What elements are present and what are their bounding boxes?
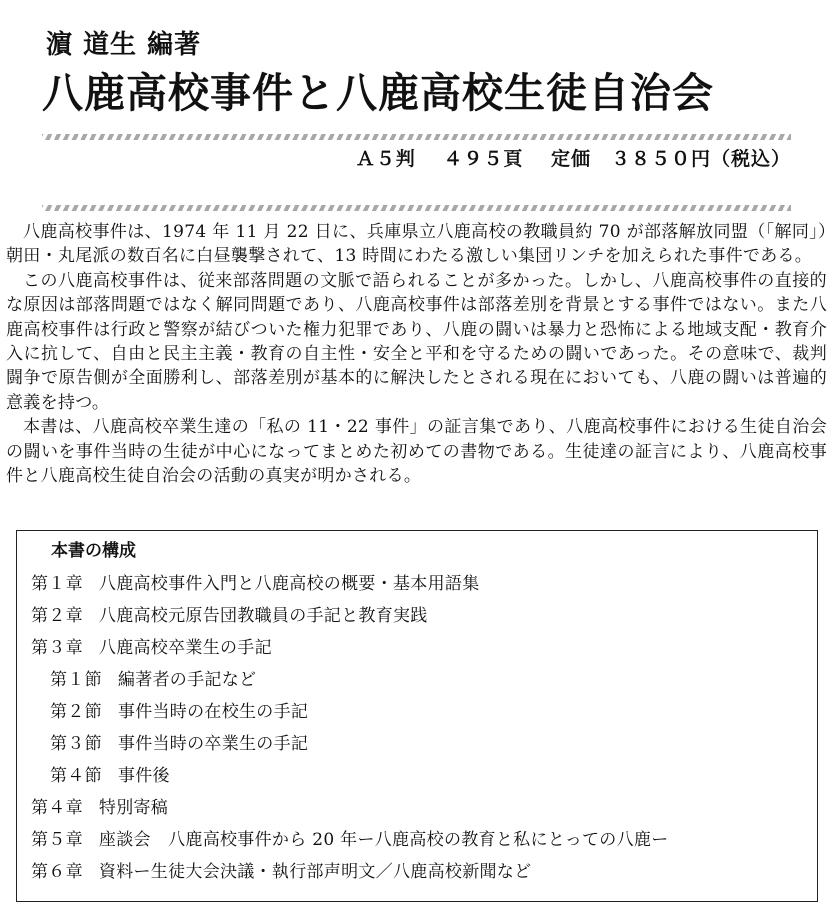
format-label: Ａ５判 xyxy=(355,148,416,170)
toc-number: 第２節 xyxy=(50,702,102,722)
toc-number: 第１節 xyxy=(50,670,102,690)
toc-chapter xyxy=(17,792,817,824)
toc-list xyxy=(17,568,817,888)
toc-section xyxy=(17,696,817,728)
dashed-divider-top xyxy=(42,134,791,140)
toc-number: 第６章 xyxy=(31,862,83,882)
toc-title: 八鹿高校元原告団教職員の手記と教育実践 xyxy=(98,606,428,626)
book-title: 八鹿高校事件と八鹿高校生徒自治会 xyxy=(42,69,714,117)
toc-heading: 本書の構成 xyxy=(51,541,136,561)
toc-title: 八鹿高校卒業生の手記 xyxy=(98,638,272,658)
description-paragraph: 八鹿高校事件は、1974 年 11 月 22 日に、兵庫県立八鹿高校の教職員約 70 が部落解放同盟（「解同」）朝田・丸尾派の数百名に白昼襲撃されて、13 時間にわたる激しい集団リンチを加えられた事件である。 xyxy=(6,222,827,267)
toc-number: 第１章 xyxy=(31,574,83,594)
book-description xyxy=(6,220,827,488)
toc-chapter xyxy=(17,568,817,600)
toc-chapter xyxy=(17,824,817,856)
toc-title: 特別寄稿 xyxy=(98,798,169,818)
toc-title: 事件後 xyxy=(117,766,170,786)
toc-title: 資料ー生徒大会決議・執行部声明文／八鹿高校新聞など xyxy=(98,862,532,882)
toc-section xyxy=(17,664,817,696)
toc-number: 第３節 xyxy=(50,734,102,754)
book-specs xyxy=(336,146,791,172)
author-line: 濵 道生 編著 xyxy=(46,30,202,60)
toc-title: 座談会 八鹿高校事件から 20 年ー八鹿高校の教育と私にとっての八鹿ー xyxy=(98,830,669,850)
dashed-divider-bottom xyxy=(42,205,791,211)
toc-number: 第３章 xyxy=(31,638,83,658)
description-paragraph: この八鹿高校事件は、従来部落問題の文脈で語られることが多かった。しかし、八鹿高校事件の直接的な原因は部落問題ではなく解同問題であり、八鹿高校事件は部落差別を背景とする事件ではない。また八鹿高校事件は行政と警察が結びついた権力犯罪であり、八鹿の闘いは暴力と恐怖による地域支配・教育介入に抗して、自由と民主主義・教育の自主性・安全と平和を守るための闘いであった。その意味で、裁判闘争で原告側が全面勝利し、部落差別が基本的に解決したとされる現在においても、八鹿の闘いは普遍的意義を持つ。 xyxy=(6,270,827,413)
price-label: 定価 ３８５０円（税込） xyxy=(550,148,791,170)
toc-title: 事件当時の在校生の手記 xyxy=(117,702,309,722)
toc-number: 第４節 xyxy=(50,766,102,786)
toc-number: 第２章 xyxy=(31,606,83,626)
toc-title: 事件当時の卒業生の手記 xyxy=(117,734,309,754)
page-count: ４９５頁 xyxy=(443,148,524,170)
toc-title: 八鹿高校事件入門と八鹿高校の概要・基本用語集 xyxy=(98,574,480,594)
toc-section xyxy=(17,728,817,760)
toc-title: 編著者の手記など xyxy=(117,670,257,690)
description-paragraph: 本書は、八鹿高校卒業生達の「私の 11・22 事件」の証言集であり、八鹿高校事件における生徒自治会の闘いを事件当時の生徒が中心になってまとめた初めての書物である。生徒達の証言により、八鹿高校事件と八鹿高校生徒自治会の活動の真実が明かされる。 xyxy=(6,417,827,487)
toc-section xyxy=(17,760,817,792)
toc-chapter xyxy=(17,632,817,664)
toc-number: 第５章 xyxy=(31,830,83,850)
table-of-contents-box xyxy=(16,530,818,902)
toc-chapter xyxy=(17,856,817,888)
toc-chapter xyxy=(17,600,817,632)
toc-number: 第４章 xyxy=(31,798,83,818)
